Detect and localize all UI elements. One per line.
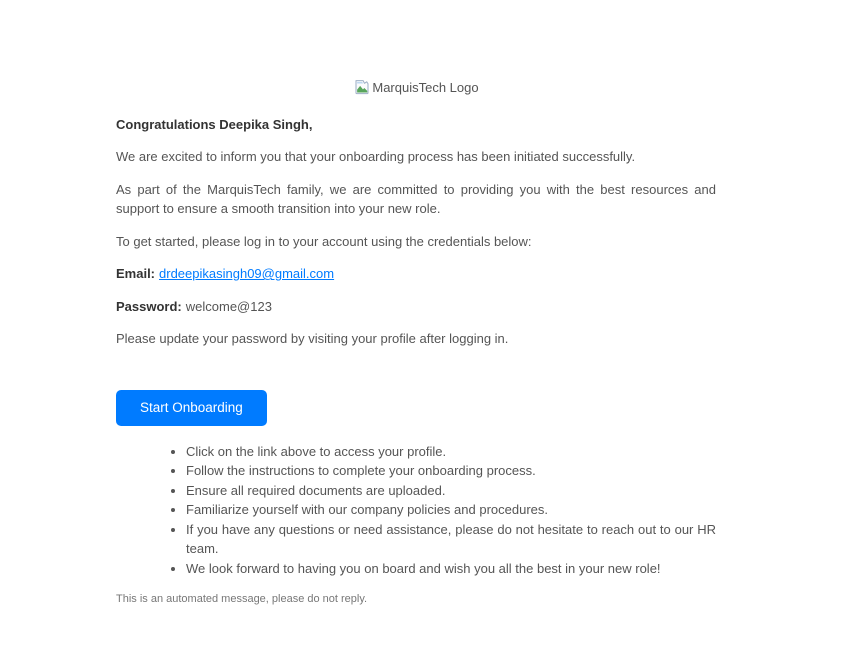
instructions-list: [116, 442, 716, 579]
list-item: • Click on the link above to access your profile.: [186, 442, 716, 462]
get-started-paragraph: To get started, please log in to your account using the credentials below:: [116, 233, 532, 249]
email-link[interactable]: drdeepikasingh09@gmail.com: [159, 266, 335, 281]
cta-row: [116, 390, 716, 426]
logo-alt-text: MarquisTech Logo: [372, 80, 479, 95]
footer-note: This is an automated message, please do not reply.: [116, 593, 368, 605]
list-item: • Follow the instructions to complete your onboarding process.: [186, 461, 716, 481]
password-value: welcome@123: [185, 298, 272, 314]
start-onboarding-button[interactable]: Start Onboarding: [116, 390, 267, 426]
family-paragraph: As part of the MarquisTech family, we are committed to providing you with the best resources and support to ensure a smooth transition into your new role.: [116, 181, 716, 216]
email-body: [116, 0, 716, 608]
email-label: Email:: [116, 266, 156, 281]
email-credential-row: [116, 264, 716, 284]
list-item: • We look forward to having you on board and wish you all the best in your new role!: [186, 559, 716, 579]
list-item: • Ensure all required documents are uploaded.: [186, 481, 716, 501]
update-password-note: Please update your password by visiting your profile after logging in.: [116, 331, 509, 346]
intro-paragraph: We are excited to inform you that your onboarding process has been initiated successfully.: [116, 149, 636, 164]
list-item: • If you have any questions or need assistance, please do not hesitate to reach out to our HR team.: [186, 520, 716, 559]
password-credential-row: [116, 297, 716, 317]
list-item: • Familiarize yourself with our company policies and procedures.: [186, 500, 716, 520]
broken-image-icon: [353, 78, 371, 102]
greeting-heading: Congratulations Deepika Singh,: [116, 116, 313, 132]
password-label: Password:: [116, 298, 182, 314]
logo-container: [116, 78, 716, 102]
